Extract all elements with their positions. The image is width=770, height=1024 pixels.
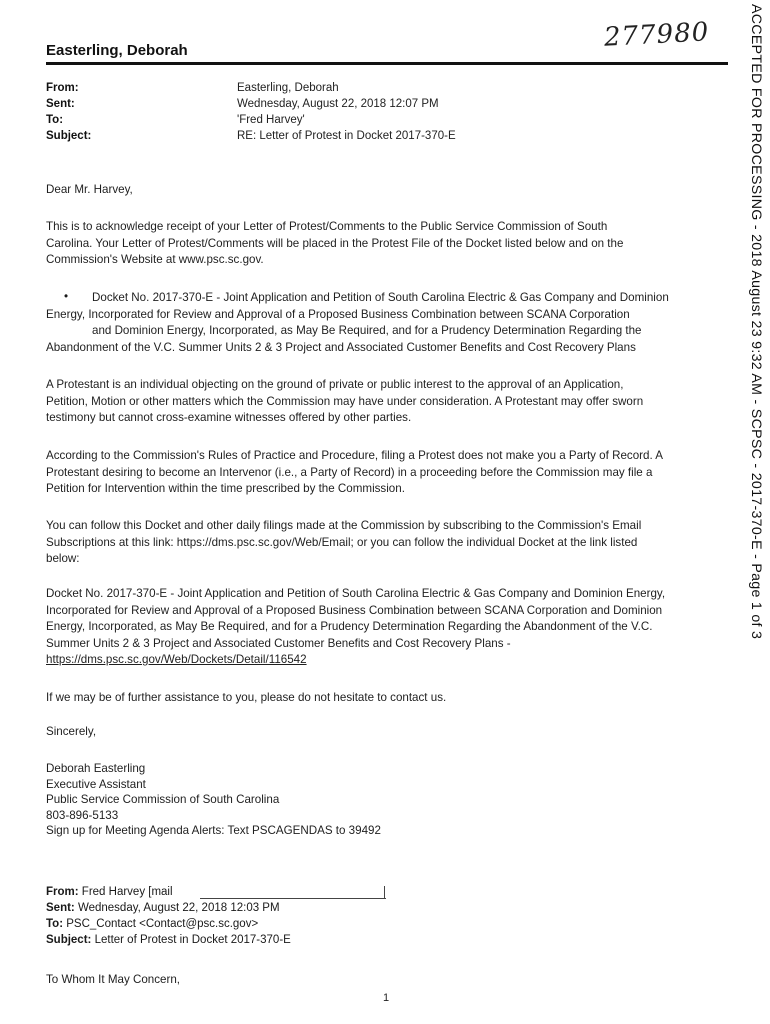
fwd-from-label: From: bbox=[46, 886, 79, 898]
docket-link-paragraph bbox=[46, 586, 726, 669]
fwd-sent-value: Wednesday, August 22, 2018 12:03 PM bbox=[77, 902, 280, 914]
meta-from-label: From: bbox=[46, 82, 79, 94]
paragraph-line: A Protestant is an individual objecting on the ground of private or public interest to the approval of an Application, bbox=[46, 378, 624, 391]
signature-name: Deborah Easterling bbox=[46, 762, 146, 775]
docket-bullet-paragraph bbox=[46, 290, 726, 356]
fwd-to-label: To: bbox=[46, 918, 64, 930]
acceptance-stamp bbox=[742, 4, 768, 704]
paragraph-line: testimony but cannot cross-examine witnesses offered by other parties. bbox=[46, 411, 412, 424]
assistance-paragraph: If we may be of further assistance to you, please do not hesitate to contact us. bbox=[46, 691, 447, 704]
fwd-subject-value: Letter of Protest in Docket 2017-370-E bbox=[94, 934, 291, 946]
acceptance-stamp-text: ACCEPTED FOR PROCESSING - 2018 August 23 9:32 AM - SCPSC - 2017-370-E - Page 1 of 3 bbox=[748, 4, 764, 640]
paragraph-line: Commission's Website at www.psc.sc.gov. bbox=[46, 253, 264, 266]
paragraph-line: Petition for Intervention within the time prescribed by the Commission. bbox=[46, 482, 405, 495]
closing: Sincerely, bbox=[46, 725, 97, 738]
paragraph-line: Incorporated for Review and Approval of a Proposed Business Combination between SCANA Corporation and Dominion bbox=[46, 603, 663, 617]
acknowledgement-paragraph bbox=[46, 219, 726, 269]
paragraph-line: This is to acknowledge receipt of your Letter of Protest/Comments to the Public Service Commission of South bbox=[46, 220, 608, 233]
handwritten-document-number: 277980 bbox=[603, 17, 710, 53]
protestant-definition-paragraph bbox=[46, 377, 726, 427]
paragraph-line: Energy, Incorporated, as May Be Required, and for a Prudency Determination Regarding the Abandonment of the V.C. bbox=[46, 620, 653, 633]
signature-signup: Sign up for Meeting Agenda Alerts: Text PSCAGENDAS to 39492 bbox=[46, 824, 381, 837]
signature-phone: 803-896-5133 bbox=[46, 808, 119, 822]
bullet-marker: • bbox=[64, 290, 69, 303]
rules-paragraph bbox=[46, 448, 726, 498]
fwd-subject-label: Subject: bbox=[46, 934, 92, 946]
paragraph-line: Summer Units 2 & 3 Project and Associated Customer Benefits and Cost Recovery Plans - bbox=[46, 636, 511, 650]
docket-detail-link[interactable]: https://dms.psc.sc.gov/Web/Dockets/Detail/116542 bbox=[46, 653, 307, 666]
paragraph-line: Abandonment of the V.C. Summer Units 2 & 3 Project and Associated Customer Benefits and Cost Recovery Plans bbox=[46, 340, 636, 354]
signature-title: Executive Assistant bbox=[46, 777, 146, 791]
paragraph-line: You can follow this Docket and other daily filings made at the Commission by subscribing to the Commission's Email bbox=[46, 519, 642, 532]
forwarded-header bbox=[46, 884, 291, 948]
paragraph-line: Docket No. 2017-370-E - Joint Application and Petition of South Carolina Electric & Gas Company and Dominion Energy, bbox=[46, 587, 666, 600]
paragraph-line: and Dominion Energy, Incorporated, as May Be Required, and for a Prudency Determination Regarding the bbox=[92, 324, 642, 337]
paragraph-line: Subscriptions at this link: https://dms.psc.sc.gov/Web/Email; or you can follow the individual Docket at the link listed bbox=[46, 535, 638, 549]
meta-sent-value: Wednesday, August 22, 2018 12:07 PM bbox=[237, 98, 439, 110]
meta-subject-value: RE: Letter of Protest in Docket 2017-370-E bbox=[237, 130, 456, 142]
fwd-to-value: PSC_Contact <Contact@psc.sc.gov> bbox=[66, 918, 259, 930]
fwd-from-value: Fred Harvey [mail bbox=[81, 886, 173, 898]
meta-to-value: 'Fred Harvey' bbox=[237, 114, 305, 126]
meta-subject-label: Subject: bbox=[46, 130, 92, 142]
signature-org: Public Service Commission of South Carolina bbox=[46, 793, 280, 806]
paragraph-line: below: bbox=[46, 552, 80, 565]
subscription-paragraph bbox=[46, 518, 726, 568]
paragraph-line: Energy, Incorporated for Review and Approval of a Proposed Business Combination between SCANA Corporation bbox=[46, 307, 630, 321]
redaction-mark bbox=[384, 886, 385, 898]
salutation: Dear Mr. Harvey, bbox=[46, 183, 133, 196]
forwarded-greeting: To Whom It May Concern, bbox=[46, 973, 181, 986]
fwd-sent-label: Sent: bbox=[46, 902, 75, 914]
paragraph-line: Protestant desiring to become an Intervenor (i.e., a Party of Record) in a proceeding before the Commission may file a bbox=[46, 465, 653, 479]
redaction-mark bbox=[200, 898, 386, 899]
signature-block bbox=[46, 761, 726, 839]
paragraph-line: Petition, Motion or other matters which the Commission may have under consideration. A Protestant may offer sworn bbox=[46, 394, 644, 408]
meta-from-value: Easterling, Deborah bbox=[237, 82, 339, 94]
meta-to-label: To: bbox=[46, 114, 64, 126]
paragraph-line: According to the Commission's Rules of Practice and Procedure, filing a Protest does not make you a Party of Record. A bbox=[46, 449, 663, 462]
header-divider bbox=[46, 62, 728, 65]
page-number: 1 bbox=[383, 992, 390, 1004]
mailbox-owner-name: Easterling, Deborah bbox=[46, 42, 188, 59]
meta-sent-label: Sent: bbox=[46, 98, 75, 110]
paragraph-line: Carolina. Your Letter of Protest/Comments will be placed in the Protest File of the Docket listed below and on the bbox=[46, 236, 624, 250]
paragraph-line: Docket No. 2017-370-E - Joint Application and Petition of South Carolina Electric & Gas Company and Dominion bbox=[92, 291, 669, 304]
